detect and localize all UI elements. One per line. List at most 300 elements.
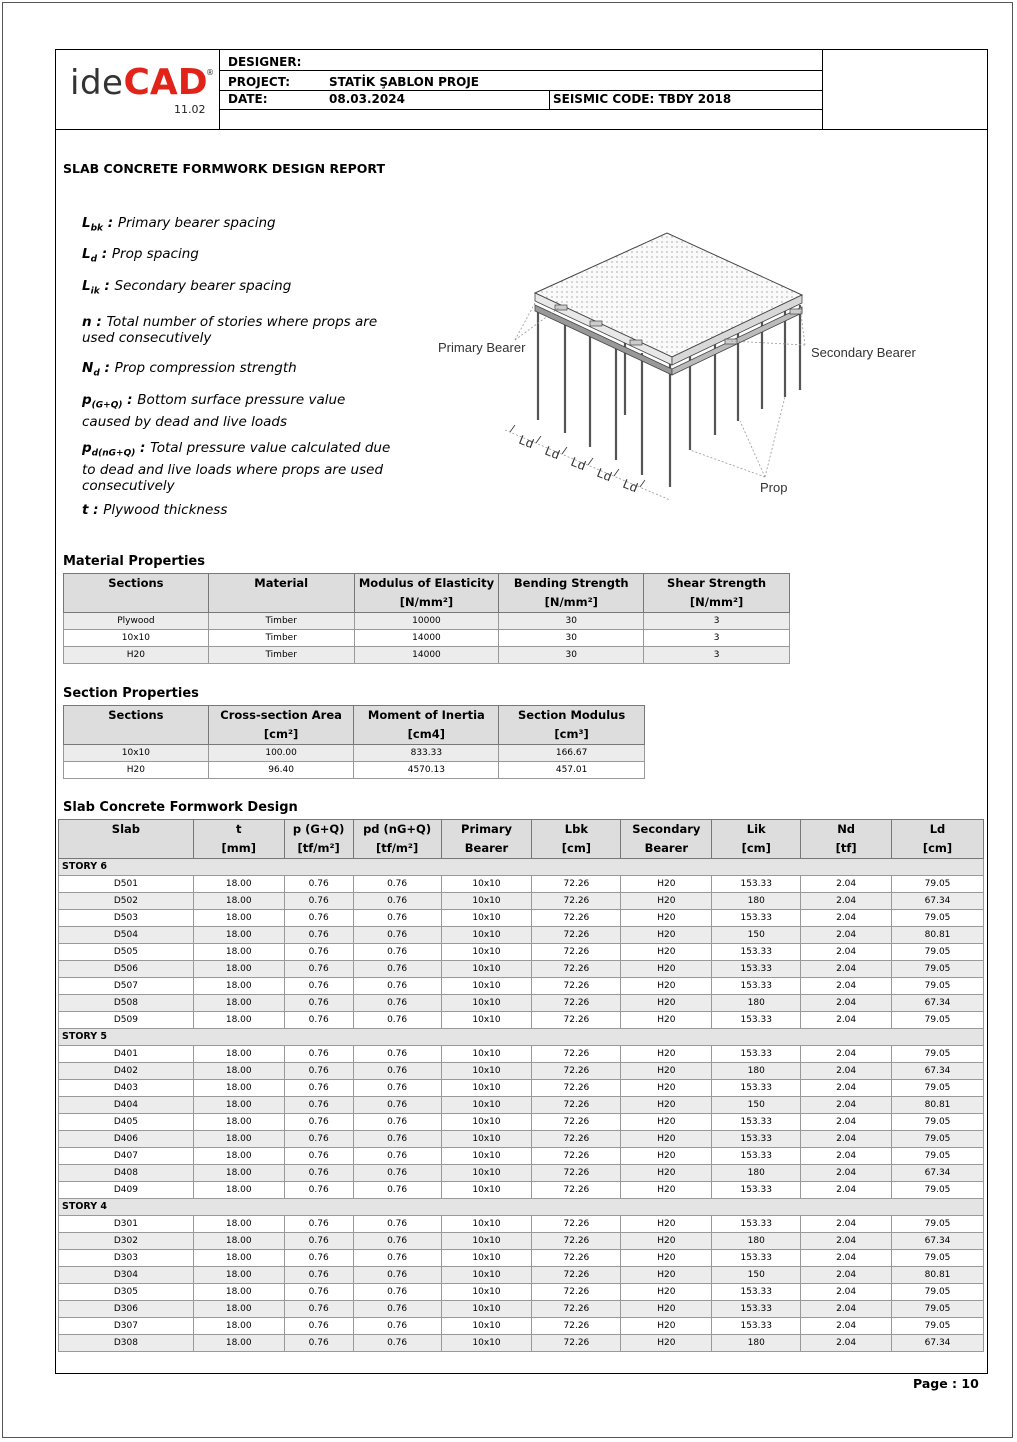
- table-cell: 180: [712, 1165, 801, 1182]
- table-cell: 72.26: [532, 1284, 621, 1301]
- table-cell: 0.76: [353, 978, 441, 995]
- header-row-rule: [219, 90, 823, 91]
- table-cell: 0.76: [284, 978, 353, 995]
- table-cell: H20: [621, 910, 712, 927]
- table-cell: H20: [621, 978, 712, 995]
- table-cell: 0.76: [353, 1335, 441, 1352]
- table-cell: 80.81: [892, 1267, 984, 1284]
- table-cell: 14000: [354, 647, 499, 664]
- table-cell: D301: [59, 1216, 194, 1233]
- table-row: [64, 613, 790, 630]
- legend-t: t : Plywood thickness: [82, 502, 228, 518]
- table-cell: 0.76: [353, 1318, 441, 1335]
- table-cell: 10x10: [441, 1182, 532, 1199]
- table-row: [59, 1080, 984, 1097]
- idecad-logo: [70, 62, 214, 103]
- table-cell: 18.00: [193, 1318, 284, 1335]
- legend-ld: $L_d$ : Prop spacing: [82, 246, 199, 265]
- table-cell: 153.33: [712, 944, 801, 961]
- table-cell: D502: [59, 893, 194, 910]
- table-row: [59, 1012, 984, 1029]
- table-cell: 2.04: [801, 1165, 892, 1182]
- table-cell: 18.00: [193, 1148, 284, 1165]
- table-cell: D509: [59, 1012, 194, 1029]
- table-cell: 67.34: [892, 893, 984, 910]
- table-cell: 10x10: [441, 1131, 532, 1148]
- story-row: [59, 1029, 984, 1046]
- table-cell: 79.05: [892, 876, 984, 893]
- table-cell: 10x10: [441, 893, 532, 910]
- table-cell: 18.00: [193, 1233, 284, 1250]
- table-cell: 72.26: [532, 910, 621, 927]
- table-cell: 72.26: [532, 1301, 621, 1318]
- table-cell: 72.26: [532, 1063, 621, 1080]
- table-cell: D505: [59, 944, 194, 961]
- table-row: [59, 1182, 984, 1199]
- table-cell: 2.04: [801, 944, 892, 961]
- table-cell: 10x10: [441, 1114, 532, 1131]
- table-cell: D403: [59, 1080, 194, 1097]
- table-cell: 18.00: [193, 1250, 284, 1267]
- table-cell: 0.76: [353, 1080, 441, 1097]
- table-cell: 10x10: [441, 1063, 532, 1080]
- table-cell: D504: [59, 927, 194, 944]
- table-cell: 10x10: [441, 1012, 532, 1029]
- section-header: Moment of Inertia [cm4]: [354, 706, 499, 745]
- table-cell: 0.76: [353, 1097, 441, 1114]
- table-cell: 2.04: [801, 1216, 892, 1233]
- story-label: STORY 6: [59, 859, 984, 876]
- table-row: [59, 1318, 984, 1335]
- table-cell: 10x10: [441, 1165, 532, 1182]
- table-cell: 0.76: [284, 961, 353, 978]
- table-row: [59, 1267, 984, 1284]
- table-cell: 2.04: [801, 1114, 892, 1131]
- table-cell: 153.33: [712, 1284, 801, 1301]
- table-cell: D304: [59, 1267, 194, 1284]
- table-cell: 0.76: [284, 1046, 353, 1063]
- table-cell: D406: [59, 1131, 194, 1148]
- table-cell: 0.76: [284, 1284, 353, 1301]
- legend-nd: $N_d$ : Prop compression strength: [82, 360, 297, 379]
- table-row: [64, 762, 645, 779]
- table-cell: 80.81: [892, 927, 984, 944]
- table-cell: 14000: [354, 630, 499, 647]
- table-cell: 180: [712, 995, 801, 1012]
- table-cell: H20: [621, 1335, 712, 1352]
- table-cell: 18.00: [193, 944, 284, 961]
- table-cell: 0.76: [284, 1182, 353, 1199]
- table-cell: 72.26: [532, 1335, 621, 1352]
- table-cell: 0.76: [353, 1131, 441, 1148]
- table-row: [59, 910, 984, 927]
- table-cell: 0.76: [284, 1165, 353, 1182]
- table-cell: 2.04: [801, 1284, 892, 1301]
- table-cell: H20: [621, 944, 712, 961]
- table-cell: Timber: [208, 647, 354, 664]
- table-cell: 0.76: [353, 1046, 441, 1063]
- ld-label: Ld: [594, 464, 614, 485]
- table-cell: 18.00: [193, 1267, 284, 1284]
- table-cell: 72.26: [532, 1216, 621, 1233]
- table-row: [59, 1335, 984, 1352]
- table-cell: 0.76: [284, 893, 353, 910]
- table-cell: 10x10: [64, 745, 209, 762]
- table-cell: 79.05: [892, 1080, 984, 1097]
- table-cell: 153.33: [712, 1301, 801, 1318]
- table-cell: D405: [59, 1114, 194, 1131]
- table-cell: 2.04: [801, 876, 892, 893]
- secondary-bearer-label: Secondary Bearer: [811, 345, 916, 360]
- table-cell: 153.33: [712, 910, 801, 927]
- table-cell: 72.26: [532, 1080, 621, 1097]
- design-header: p (G+Q) [tf/m²]: [284, 820, 353, 859]
- table-cell: 79.05: [892, 944, 984, 961]
- table-cell: 72.26: [532, 978, 621, 995]
- table-cell: 100.00: [208, 745, 354, 762]
- table-cell: 79.05: [892, 1216, 984, 1233]
- table-cell: 0.76: [353, 1284, 441, 1301]
- table-cell: 0.76: [353, 1216, 441, 1233]
- table-cell: 150: [712, 1267, 801, 1284]
- table-cell: 2.04: [801, 1318, 892, 1335]
- table-cell: 0.76: [353, 1267, 441, 1284]
- table-row: [59, 1046, 984, 1063]
- table-cell: 3: [644, 630, 790, 647]
- legend-pgq: $p_{(G+Q)}$ : Bottom surface pressure value caused by dead and live loads: [82, 392, 346, 430]
- table-cell: D407: [59, 1148, 194, 1165]
- table-cell: 18.00: [193, 876, 284, 893]
- story-row: [59, 1199, 984, 1216]
- table-cell: 67.34: [892, 1233, 984, 1250]
- table-cell: H20: [621, 1080, 712, 1097]
- table-cell: 10x10: [441, 910, 532, 927]
- table-cell: 72.26: [532, 1182, 621, 1199]
- table-cell: 0.76: [353, 1182, 441, 1199]
- table-cell: 2.04: [801, 1148, 892, 1165]
- ld-label: Ld: [620, 475, 640, 496]
- table-cell: H20: [621, 893, 712, 910]
- table-cell: 2.04: [801, 1080, 892, 1097]
- table-row: [59, 1301, 984, 1318]
- table-cell: 72.26: [532, 1148, 621, 1165]
- table-cell: H20: [621, 995, 712, 1012]
- table-cell: 67.34: [892, 1165, 984, 1182]
- table-cell: 10x10: [441, 1250, 532, 1267]
- table-cell: 79.05: [892, 1284, 984, 1301]
- table-cell: D507: [59, 978, 194, 995]
- table-cell: 10x10: [64, 630, 209, 647]
- table-cell: H20: [621, 1301, 712, 1318]
- header-row-rule: [219, 109, 823, 110]
- table-cell: 153.33: [712, 876, 801, 893]
- material-header: Material: [208, 574, 354, 613]
- logo-version: 11.02: [174, 103, 206, 116]
- table-cell: 0.76: [284, 1131, 353, 1148]
- table-cell: 72.26: [532, 1267, 621, 1284]
- table-cell: 72.26: [532, 876, 621, 893]
- table-cell: D306: [59, 1301, 194, 1318]
- table-cell: 0.76: [353, 1165, 441, 1182]
- table-cell: 0.76: [353, 1148, 441, 1165]
- table-cell: 72.26: [532, 1046, 621, 1063]
- table-cell: 18.00: [193, 995, 284, 1012]
- table-cell: 10x10: [441, 1335, 532, 1352]
- table-cell: 72.26: [532, 961, 621, 978]
- table-cell: 0.76: [284, 1301, 353, 1318]
- table-cell: 72.26: [532, 927, 621, 944]
- table-cell: D303: [59, 1250, 194, 1267]
- table-cell: 2.04: [801, 1131, 892, 1148]
- table-cell: 79.05: [892, 1114, 984, 1131]
- table-cell: H20: [621, 1216, 712, 1233]
- table-cell: 72.26: [532, 1114, 621, 1131]
- table-cell: H20: [621, 1284, 712, 1301]
- design-header: Ld [cm]: [892, 820, 984, 859]
- table-cell: 2.04: [801, 1267, 892, 1284]
- table-cell: 2.04: [801, 1097, 892, 1114]
- table-cell: 80.81: [892, 1097, 984, 1114]
- table-cell: 2.04: [801, 1301, 892, 1318]
- design-header: Lik [cm]: [712, 820, 801, 859]
- table-cell: 0.76: [353, 910, 441, 927]
- table-cell: H20: [64, 762, 209, 779]
- table-row: [59, 1131, 984, 1148]
- designer-label: DESIGNER:: [228, 55, 302, 69]
- table-cell: 79.05: [892, 1046, 984, 1063]
- table-cell: H20: [621, 1046, 712, 1063]
- table-row: [59, 1250, 984, 1267]
- table-cell: 0.76: [284, 1335, 353, 1352]
- table-cell: Timber: [208, 613, 354, 630]
- table-cell: 10x10: [441, 876, 532, 893]
- table-cell: D508: [59, 995, 194, 1012]
- table-cell: 72.26: [532, 1131, 621, 1148]
- table-cell: 72.26: [532, 1097, 621, 1114]
- table-cell: 18.00: [193, 1114, 284, 1131]
- table-row: [59, 978, 984, 995]
- table-cell: 72.26: [532, 1165, 621, 1182]
- table-cell: 153.33: [712, 1182, 801, 1199]
- table-cell: 67.34: [892, 1335, 984, 1352]
- ld-label: Ld: [542, 442, 562, 463]
- table-cell: 79.05: [892, 1182, 984, 1199]
- table-cell: 10x10: [441, 1301, 532, 1318]
- table-cell: 0.76: [353, 1114, 441, 1131]
- table-cell: 2.04: [801, 910, 892, 927]
- table-cell: 457.01: [499, 762, 645, 779]
- table-row: [59, 927, 984, 944]
- table-row: [59, 961, 984, 978]
- table-cell: 18.00: [193, 1012, 284, 1029]
- material-title: Material Properties: [63, 554, 205, 569]
- design-title: Slab Concrete Formwork Design: [63, 800, 298, 815]
- table-cell: H20: [621, 927, 712, 944]
- table-cell: 72.26: [532, 1318, 621, 1335]
- table-cell: 153.33: [712, 1080, 801, 1097]
- table-cell: 0.76: [284, 1114, 353, 1131]
- table-cell: H20: [621, 1318, 712, 1335]
- table-cell: 0.76: [284, 927, 353, 944]
- legend-lik: $L_{ik}$ : Secondary bearer spacing: [82, 278, 292, 297]
- formwork-diagram: [430, 225, 930, 510]
- table-cell: 0.76: [284, 1250, 353, 1267]
- table-cell: 2.04: [801, 1250, 892, 1267]
- table-cell: 18.00: [193, 1284, 284, 1301]
- table-cell: 153.33: [712, 1012, 801, 1029]
- table-cell: D503: [59, 910, 194, 927]
- table-cell: 150: [712, 1097, 801, 1114]
- table-cell: 18.00: [193, 961, 284, 978]
- table-cell: H20: [621, 1165, 712, 1182]
- table-cell: 0.76: [284, 1216, 353, 1233]
- table-cell: 0.76: [353, 1233, 441, 1250]
- table-cell: D409: [59, 1182, 194, 1199]
- table-cell: 30: [499, 630, 644, 647]
- table-cell: 72.26: [532, 944, 621, 961]
- table-row: [59, 1165, 984, 1182]
- table-cell: 10x10: [441, 944, 532, 961]
- table-row: [64, 630, 790, 647]
- table-cell: 72.26: [532, 1250, 621, 1267]
- table-cell: 10x10: [441, 1318, 532, 1335]
- table-cell: H20: [621, 1131, 712, 1148]
- table-cell: 18.00: [193, 1182, 284, 1199]
- table-cell: 153.33: [712, 1318, 801, 1335]
- table-cell: 2.04: [801, 893, 892, 910]
- logo-text-cad: CAD: [123, 62, 208, 103]
- design-header: Lbk [cm]: [532, 820, 621, 859]
- table-cell: 2.04: [801, 927, 892, 944]
- table-cell: 72.26: [532, 1012, 621, 1029]
- report-title: SLAB CONCRETE FORMWORK DESIGN REPORT: [63, 161, 386, 176]
- table-cell: 0.76: [353, 876, 441, 893]
- legend-lbk: $L_{bk}$ : Primary bearer spacing: [82, 215, 276, 234]
- table-cell: 0.76: [284, 1267, 353, 1284]
- table-cell: 180: [712, 1335, 801, 1352]
- table-cell: 0.76: [353, 893, 441, 910]
- table-cell: 0.76: [284, 1063, 353, 1080]
- table-cell: 0.76: [284, 1148, 353, 1165]
- table-cell: 10x10: [441, 978, 532, 995]
- table-cell: D501: [59, 876, 194, 893]
- table-cell: 18.00: [193, 978, 284, 995]
- table-cell: 2.04: [801, 978, 892, 995]
- table-cell: D408: [59, 1165, 194, 1182]
- table-cell: 150: [712, 927, 801, 944]
- section-table: [63, 705, 645, 779]
- table-cell: 0.76: [284, 995, 353, 1012]
- prop-label: Prop: [760, 480, 788, 495]
- table-row: [59, 1114, 984, 1131]
- table-row: [59, 1284, 984, 1301]
- logo-registered-mark: ®: [206, 68, 214, 77]
- table-cell: H20: [621, 876, 712, 893]
- table-cell: 0.76: [353, 1301, 441, 1318]
- table-cell: D401: [59, 1046, 194, 1063]
- table-cell: 79.05: [892, 1301, 984, 1318]
- table-cell: D404: [59, 1097, 194, 1114]
- table-cell: 72.26: [532, 893, 621, 910]
- story-row: [59, 859, 984, 876]
- table-cell: 0.76: [353, 927, 441, 944]
- table-cell: 10x10: [441, 995, 532, 1012]
- header-cell-divider: [549, 90, 550, 110]
- table-cell: 153.33: [712, 1148, 801, 1165]
- table-row: [59, 1216, 984, 1233]
- table-cell: 2.04: [801, 1233, 892, 1250]
- table-cell: 30: [499, 613, 644, 630]
- table-cell: 72.26: [532, 995, 621, 1012]
- legend-n: n : Total number of stories where props are used consecutively: [82, 314, 378, 346]
- story-label: STORY 5: [59, 1029, 984, 1046]
- design-header: pd (nG+Q) [tf/m²]: [353, 820, 441, 859]
- table-cell: 153.33: [712, 978, 801, 995]
- section-title: Section Properties: [63, 686, 199, 701]
- table-row: [59, 1233, 984, 1250]
- table-cell: 153.33: [712, 1250, 801, 1267]
- table-row: [59, 876, 984, 893]
- table-cell: H20: [621, 1233, 712, 1250]
- table-cell: 18.00: [193, 893, 284, 910]
- table-cell: 0.76: [353, 1250, 441, 1267]
- table-cell: 67.34: [892, 1063, 984, 1080]
- table-cell: H20: [64, 647, 209, 664]
- logo-text-ide: ide: [70, 63, 124, 103]
- table-cell: 79.05: [892, 978, 984, 995]
- header-row-rule: [219, 70, 823, 71]
- design-header: Nd [tf]: [801, 820, 892, 859]
- table-cell: 79.05: [892, 1318, 984, 1335]
- table-cell: 2.04: [801, 1335, 892, 1352]
- section-header: Section Modulus [cm³]: [499, 706, 645, 745]
- table-cell: 153.33: [712, 1114, 801, 1131]
- table-cell: 153.33: [712, 961, 801, 978]
- table-cell: 180: [712, 893, 801, 910]
- table-cell: 96.40: [208, 762, 354, 779]
- story-label: STORY 4: [59, 1199, 984, 1216]
- table-cell: 72.26: [532, 1233, 621, 1250]
- header-bottom-rule: [55, 129, 988, 130]
- table-cell: 2.04: [801, 995, 892, 1012]
- table-cell: 10x10: [441, 1284, 532, 1301]
- table-cell: 18.00: [193, 1301, 284, 1318]
- table-cell: H20: [621, 1114, 712, 1131]
- table-cell: H20: [621, 1097, 712, 1114]
- table-cell: 166.67: [499, 745, 645, 762]
- table-cell: H20: [621, 1267, 712, 1284]
- table-cell: D305: [59, 1284, 194, 1301]
- table-cell: 18.00: [193, 1131, 284, 1148]
- table-cell: 79.05: [892, 1131, 984, 1148]
- table-cell: 4570.13: [354, 762, 499, 779]
- table-cell: 2.04: [801, 1012, 892, 1029]
- table-cell: 10x10: [441, 927, 532, 944]
- design-header: Primary Bearer: [441, 820, 532, 859]
- table-cell: 10x10: [441, 1046, 532, 1063]
- table-cell: 18.00: [193, 1097, 284, 1114]
- table-cell: 18.00: [193, 1165, 284, 1182]
- table-cell: 18.00: [193, 927, 284, 944]
- table-cell: 18.00: [193, 1080, 284, 1097]
- table-cell: 18.00: [193, 1335, 284, 1352]
- table-cell: 0.76: [284, 944, 353, 961]
- ld-label: Ld: [568, 453, 588, 474]
- section-header: Sections: [64, 706, 209, 745]
- design-table: [58, 819, 984, 1352]
- table-cell: 0.76: [284, 1080, 353, 1097]
- table-cell: 10x10: [441, 961, 532, 978]
